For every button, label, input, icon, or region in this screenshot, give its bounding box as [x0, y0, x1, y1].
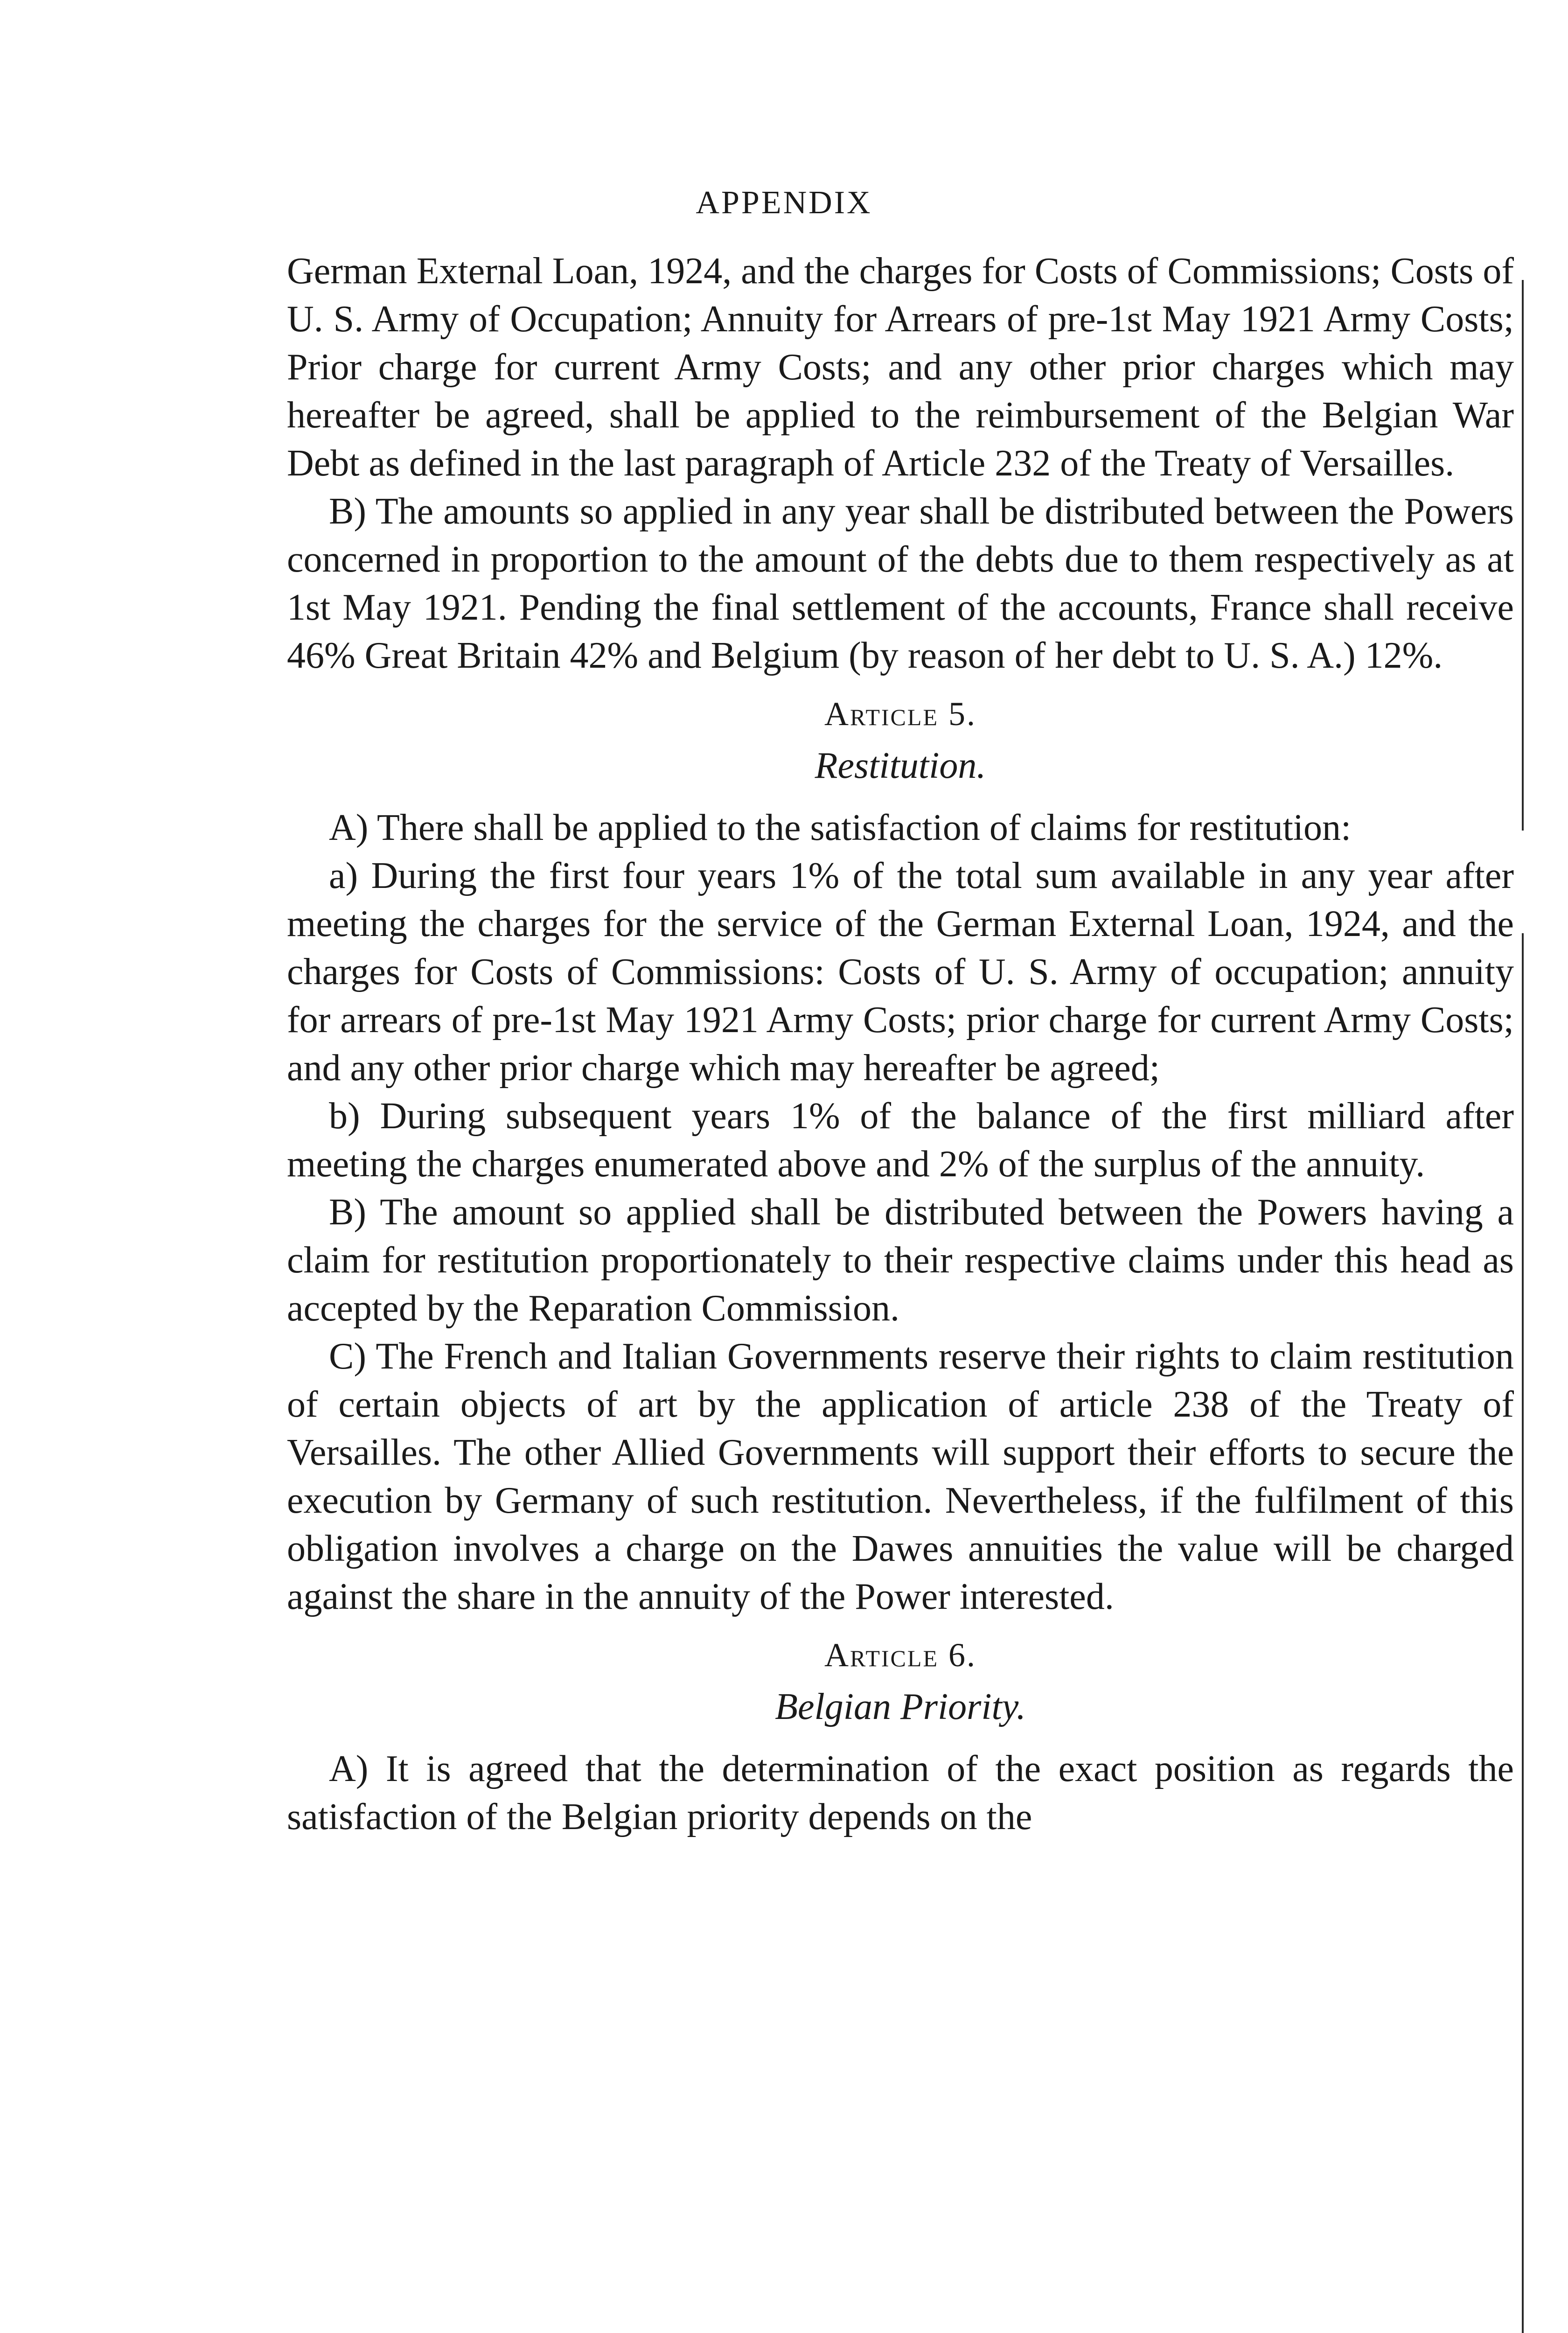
- paragraph: German External Loan, 1924, and the charges for Costs of Commissions; Costs of U. S. Army of Occupation; Annuity for Arrears of pre-1st May 1921 Army Costs; Prior charge for current Army Costs; and any other prior charges which may hereafter be agreed, shall be applied to the reimbursement of the Belgian War Debt as defined in the last paragraph of Article 232 of the Treaty of Versailles.: [287, 251, 1514, 484]
- paragraph: b) During subsequent years 1% of the balance of the first milliard after meeting the charges enumerated above and 2% of the surplus of the annuity.: [287, 1096, 1514, 1185]
- paragraph: B) The amount so applied shall be distributed between the Powers having a claim for restitution proportionately to their respective claims under this head as accepted by the Reparation Commission.: [287, 1192, 1514, 1329]
- body-text: [287, 247, 1514, 1841]
- article-title: Belgian Priority.: [775, 1686, 1026, 1727]
- article-heading: Article 5.: [824, 695, 976, 733]
- paragraph: A) There shall be applied to the satisfaction of claims for restitution:: [329, 807, 1352, 848]
- article-heading: Article 6.: [824, 1636, 976, 1674]
- article-title: Restitution.: [815, 745, 986, 786]
- paragraph: a) During the first four years 1% of the total sum available in any year after meeting the charges for the service of the German External Loan, 1924, and the charges for Costs of Commissions: Costs of U. S. Army of occupation; annuity for arrears of pre-1st May 1921 Army Costs; prior charge for current Army Costs; and any other prior charge which may hereafter be agreed;: [287, 855, 1514, 1089]
- paragraph: B) The amounts so applied in any year shall be distributed between the Powers concerned in proportion to the amount of the debts due to them respectively as at 1st May 1921. Pending the final settlement of the accounts, France shall receive 46% Great Britain 42% and Belgium (by reason of her debt to U. S. A.) 12%.: [287, 491, 1514, 676]
- margin-rule: [1522, 933, 1524, 2333]
- margin-rule: [1522, 280, 1524, 831]
- running-head: APPENDIX: [696, 185, 872, 221]
- paragraph: A) It is agreed that the determination of the exact position as regards the satisfaction of the Belgian priority depends on the: [287, 1748, 1514, 1837]
- paragraph: C) The French and Italian Governments reserve their rights to claim restitution of certain objects of art by the application of article 238 of the Treaty of Versailles. The other Allied Governments will support their efforts to secure the execution by Germany of such restitution. Nevertheless, if the fulfilment of this obligation involves a charge on the Dawes annuities the value will be charged against the share in the annuity of the Power interested.: [287, 1336, 1514, 1617]
